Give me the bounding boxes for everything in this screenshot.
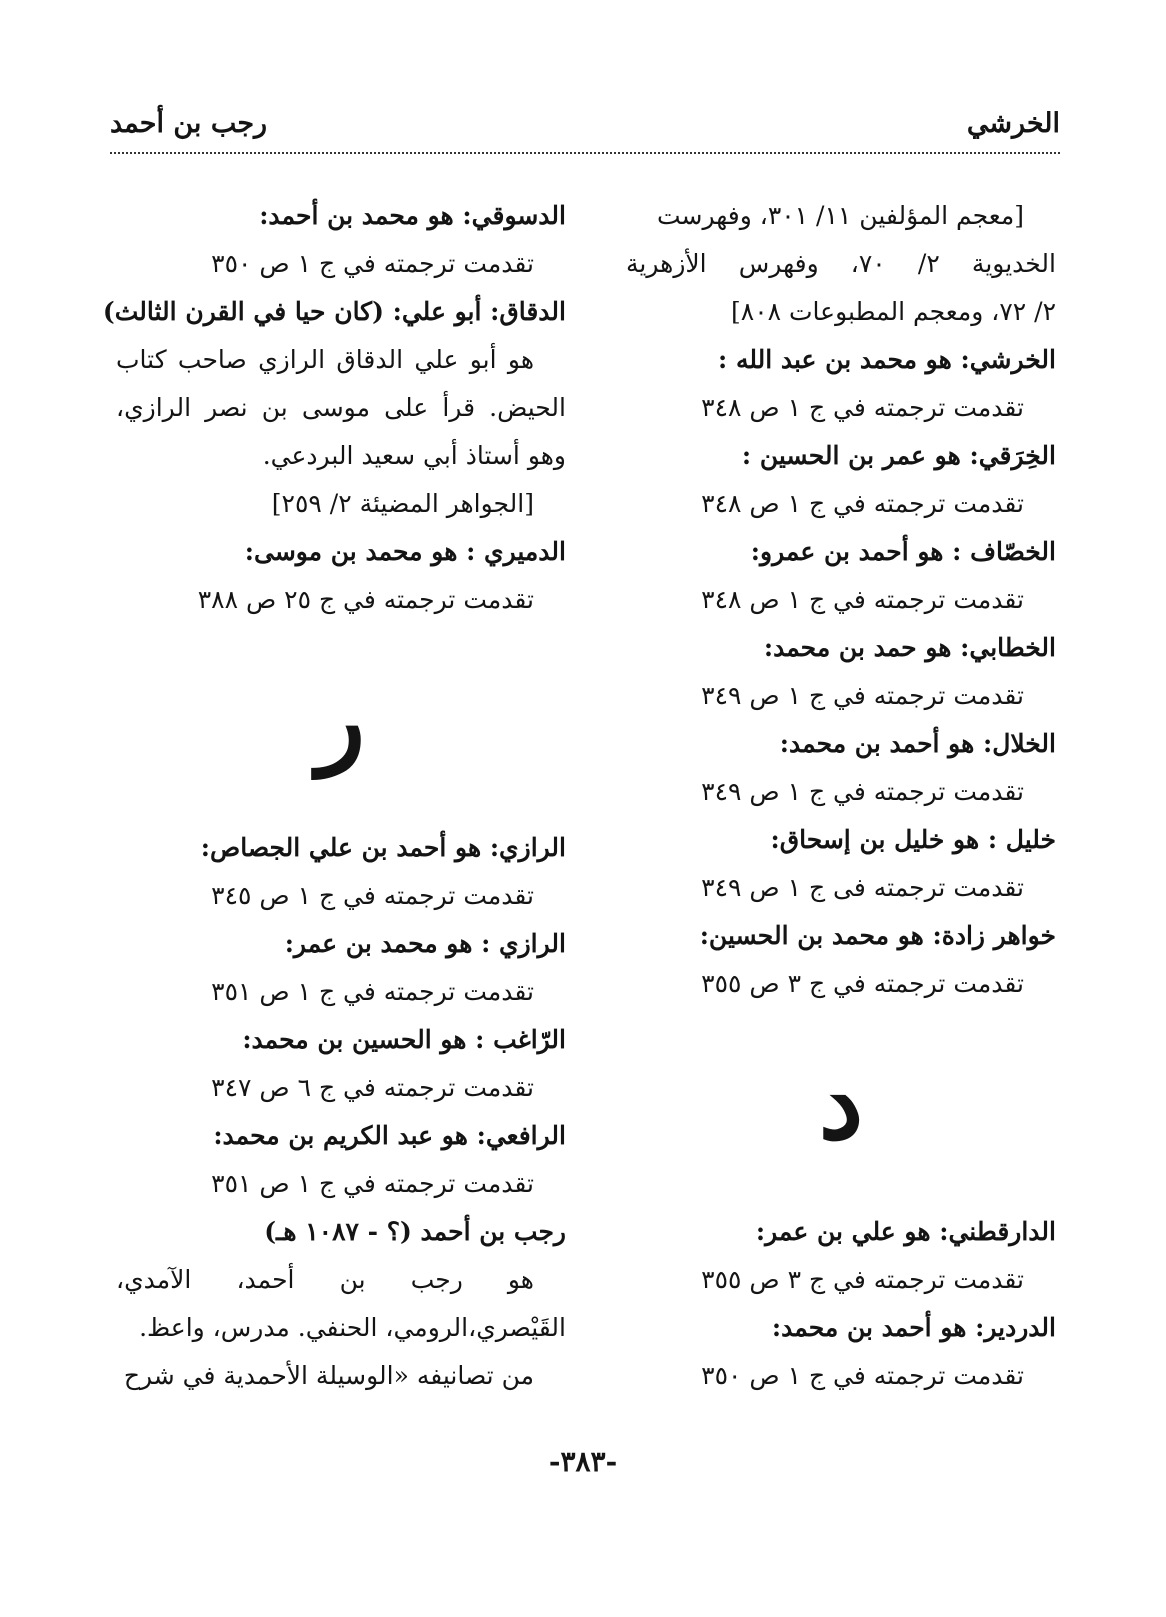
entry-identity: هو محمد بن أحمد:	[259, 201, 463, 230]
entry-name: الدسوقي:	[462, 201, 566, 230]
body-text-line: وهو أستاذ أبي سعيد البردعي.	[262, 441, 566, 470]
entry-identity: أبو علي: (كان حيا في القرن الثالث)	[102, 297, 491, 326]
entry-identity: هو أحمد بن علي الجصاص:	[200, 833, 490, 862]
body-text-line: تقدمت ترجمته في ج ١ ص ٣٥١	[211, 1169, 534, 1198]
entry-identity: هو عبد الكريم بن محمد:	[213, 1121, 477, 1150]
running-header	[110, 100, 1060, 155]
section-letter: د	[818, 1044, 864, 1162]
entry-heading-line	[116, 824, 566, 872]
entry-heading-line	[626, 432, 1056, 480]
entry-name: الرافعي:	[476, 1121, 566, 1150]
entry-heading-line	[626, 624, 1056, 672]
entry-name: الخلال:	[982, 729, 1056, 758]
entry-heading-line	[116, 1112, 566, 1160]
body-text-line: [الجواهر المضيئة ٢/ ٢٥٩]	[271, 489, 534, 518]
body-text-line: تقدمت ترجمته في ج ١ ص ٣٤٥	[211, 881, 534, 910]
section-spacer	[116, 624, 566, 654]
entry-name: الخِرَقي:	[969, 441, 1056, 470]
body-text-line: تقدمت ترجمته فى ج ١ ص ٣٤٩	[701, 873, 1024, 902]
entry-heading-line	[116, 528, 566, 576]
entry-identity: هو محمد بن عمر:	[284, 929, 482, 958]
entry-heading-line	[626, 720, 1056, 768]
entry-identity: هو الحسين بن محمد:	[242, 1025, 476, 1054]
entry-name: خواهر زادة:	[932, 921, 1056, 950]
header-left-title: رجب بن أحمد	[110, 108, 268, 139]
entry-name: رجب بن أحمد (؟ - ١٠٨٧ هـ)	[264, 1217, 566, 1246]
body-text-line: تقدمت ترجمته في ج ١ ص ٣٤٨	[701, 393, 1024, 422]
entry-identity: هو أحمد بن محمد:	[779, 729, 983, 758]
entry-identity: هو محمد بن موسى:	[244, 537, 467, 566]
entry-name: الخصّاف :	[952, 537, 1056, 566]
entry-name: الدارقطني:	[939, 1217, 1056, 1246]
entry-heading-line	[102, 288, 566, 336]
entry-heading-line	[116, 1016, 566, 1064]
entry-name: خليل :	[987, 825, 1056, 854]
entry-name: الرّاغب :	[475, 1025, 566, 1054]
section-letter: ر	[316, 660, 366, 778]
body-text-line: القَيْصري،الرومي، الحنفي. مدرس، واعظ.	[139, 1313, 566, 1342]
entry-heading-line	[626, 1304, 1056, 1352]
entry-identity: هو أحمد بن عمرو:	[750, 537, 953, 566]
entry-name: الخطابي:	[960, 633, 1056, 662]
body-text-line: تقدمت ترجمته في ج ٣ ص ٣٥٥	[701, 1265, 1024, 1294]
body-text-line: تقدمت ترجمته في ج ٣ ص ٣٥٥	[701, 969, 1024, 998]
entry-identity: هو أحمد بن محمد:	[771, 1313, 976, 1342]
body-text-line: [معجم المؤلفين ١١/ ٣٠١، وفهرست	[656, 201, 1024, 230]
header-dotted-rule	[110, 152, 1060, 154]
entry-heading-line	[626, 816, 1056, 864]
entry-identity: هو محمد بن الحسين:	[699, 921, 933, 950]
entry-name: الرازي:	[489, 833, 566, 862]
body-text-line: هو أبو علي الدقاق الرازي صاحب كتاب	[116, 345, 534, 374]
entry-name: الرازي :	[481, 929, 566, 958]
body-text-line: تقدمت ترجمته في ج ٦ ص ٣٤٧	[211, 1073, 534, 1102]
entry-heading-line	[116, 192, 566, 240]
entry-heading-line	[626, 336, 1056, 384]
body-text-line: تقدمت ترجمته في ج ٢٥ ص ٣٨٨	[197, 585, 534, 614]
entry-heading-line	[626, 528, 1056, 576]
body-text-line: تقدمت ترجمته في ج ١ ص ٣٥٠	[701, 1361, 1024, 1390]
section-spacer	[116, 784, 566, 824]
entry-heading-line	[116, 920, 566, 968]
body-text-line: تقدمت ترجمته في ج ١ ص ٣٤٩	[701, 681, 1024, 710]
body-text-line: تقدمت ترجمته في ج ١ ص ٣٥٠	[211, 249, 534, 278]
entry-identity: هو عمر بن الحسين :	[741, 441, 970, 470]
body-text-line: تقدمت ترجمته في ج ١ ص ٣٤٨	[701, 585, 1024, 614]
entry-name: الدميري :	[466, 537, 566, 566]
left-column	[102, 192, 566, 1400]
body-text-line: هو رجب بن أحمد، الآمدي،	[116, 1265, 534, 1294]
body-text-line: ٢/ ٧٢، ومعجم المطبوعات ٨٠٨]	[731, 297, 1056, 326]
body-text-line: من تصانيفه «الوسيلة الأحمدية في شرح	[123, 1361, 534, 1390]
entry-heading-line	[626, 1208, 1056, 1256]
page-number: -٣٨٣-	[548, 1445, 618, 1478]
section-spacer	[626, 1168, 1056, 1208]
body-text-line: تقدمت ترجمته في ج ١ ص ٣٥١	[211, 977, 534, 1006]
section-spacer	[626, 1008, 1056, 1038]
body-text-line: تقدمت ترجمته في ج ١ ص ٣٤٩	[701, 777, 1024, 806]
entry-identity: هو محمد بن عبد الله :	[718, 345, 961, 374]
right-column	[626, 192, 1056, 1400]
entry-name: الدقاق:	[490, 297, 566, 326]
entry-name: الخرشي:	[960, 345, 1056, 374]
header-right-title: الخرشي	[966, 108, 1060, 139]
entry-identity: هو حمد بن محمد:	[763, 633, 961, 662]
entry-identity: هو علي بن عمر:	[755, 1217, 940, 1246]
entry-heading-line	[626, 912, 1056, 960]
entry-heading-line	[116, 1208, 566, 1256]
entry-identity: هو خليل بن إسحاق:	[770, 825, 988, 854]
entry-name: الدردير:	[975, 1313, 1056, 1342]
body-text-line: الحيض. قرأ على موسى بن نصر الرازي،	[116, 393, 566, 422]
body-text-line: الخديوية ٢/ ٧٠، وفهرس الأزهرية	[626, 249, 1056, 278]
body-text-line: تقدمت ترجمته في ج ١ ص ٣٤٨	[701, 489, 1024, 518]
